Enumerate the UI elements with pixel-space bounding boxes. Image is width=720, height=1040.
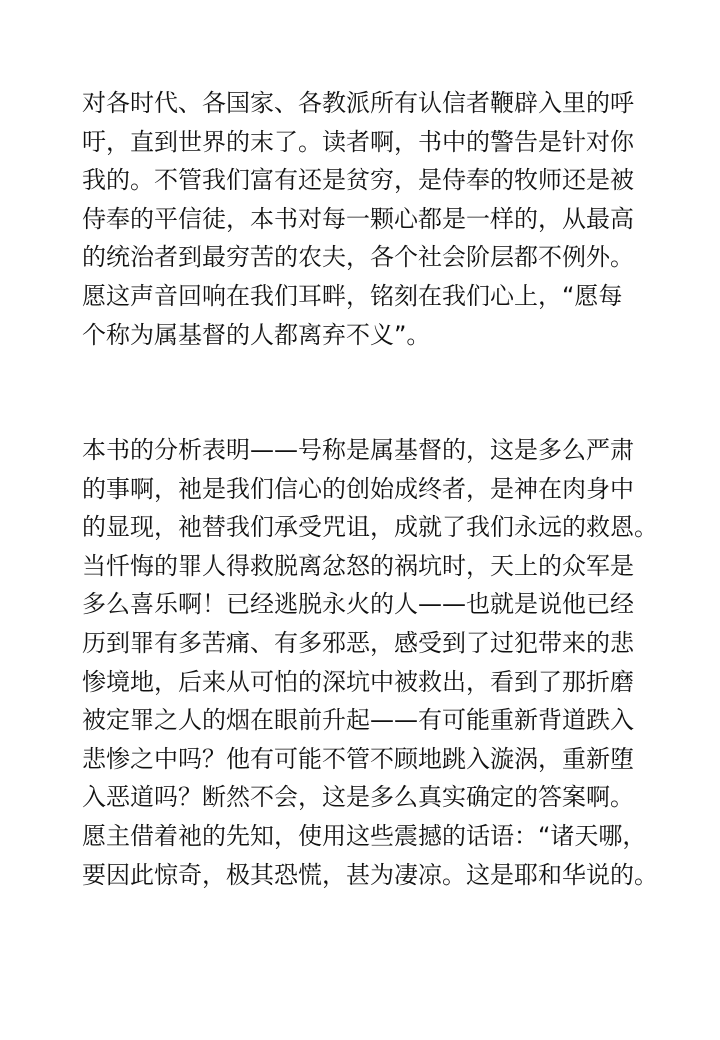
- text-line: 惨境地，后来从可怕的深坑中被救出，看到了那折磨: [82, 667, 634, 696]
- text-line: 愿主借着祂的先知，使用这些震撼的话语：“诸天哪，: [82, 821, 647, 850]
- text-line: 侍奉的平信徒，本书对每一颗心都是一样的，从最高: [82, 204, 634, 233]
- text-line: 个称为属基督的人都离弃不义”。: [82, 320, 431, 349]
- text-line: 要因此惊奇，极其恐慌，甚为凄凉。这是耶和华说的。: [82, 860, 658, 889]
- text-line: 我的。不管我们富有还是贫穷，是侍奉的牧师还是被: [82, 166, 634, 195]
- text-line: 入恶道吗？断然不会，这是多么真实确定的答案啊。: [82, 783, 634, 812]
- text-line: 对各时代、各国家、各教派所有认信者鞭辟入里的呼: [82, 89, 634, 117]
- paragraph-2: [82, 431, 662, 894]
- text-line: 历到罪有多苦痛、有多邪恶，感受到了过犯带来的悲: [82, 628, 634, 657]
- text-line: 愿这声音回响在我们耳畔，铭刻在我们心上，“愿每: [82, 281, 623, 310]
- text-line: 的统治者到最穷苦的农夫，各个社会阶层都不例外。: [82, 243, 634, 272]
- text-line: 吁，直到世界的末了。读者啊，书中的警告是针对你: [82, 127, 634, 156]
- text-line: 被定罪之人的烟在眼前升起——有可能重新背道跌入: [82, 706, 634, 735]
- text-line: 多么喜乐啊！已经逃脱永火的人——也就是说他已经: [82, 590, 634, 619]
- text-line: 当忏悔的罪人得救脱离忿怒的祸坑时，天上的众军是: [82, 551, 634, 580]
- text-line: 的事啊，祂是我们信心的创始成终者，是神在肉身中: [82, 474, 634, 503]
- text-line: 悲惨之中吗？他有可能不管不顾地跳入漩涡，重新堕: [82, 744, 634, 773]
- text-line: 本书的分析表明——号称是属基督的，这是多么严肃: [82, 436, 634, 464]
- paragraph-1: [82, 84, 662, 354]
- text-line: 的显现，祂替我们承受咒诅，成就了我们永远的救恩。: [82, 513, 658, 542]
